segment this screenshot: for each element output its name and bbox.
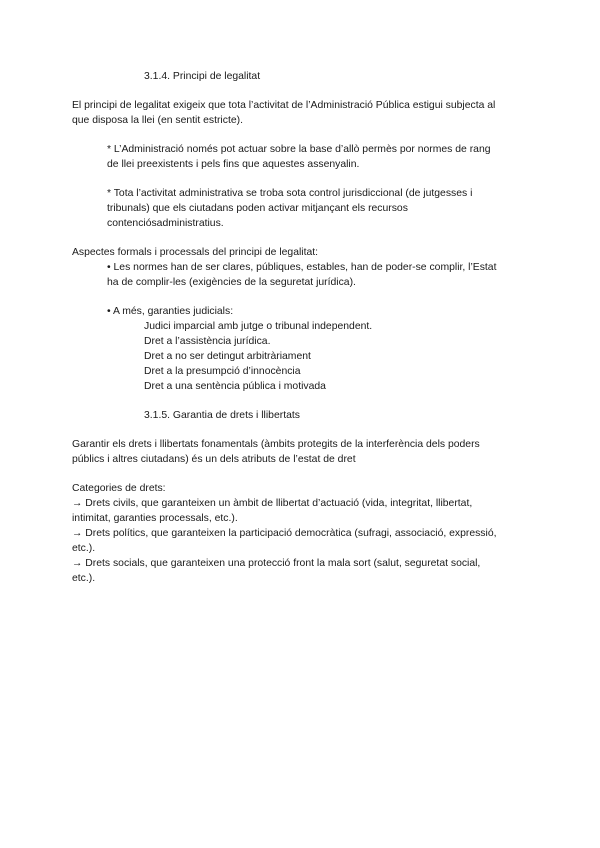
section-heading-rights: 3.1.5. Garantia de drets i llibertats bbox=[144, 410, 300, 421]
legality-intro-line-1: El principi de legalitat exigeix que tota l’activitat de l’Administració Pública estigui subjecta al bbox=[72, 100, 496, 111]
judicial-guarantee-item: Dret a l’assistència jurídica. bbox=[144, 336, 271, 347]
judicial-guarantee-item: Dret a una sentència pública i motivada bbox=[144, 381, 326, 392]
legality-point-2-line-2: tribunals) que els ciutadans poden activar mitjançant els recursos bbox=[107, 203, 408, 214]
judicial-guarantee-item: Judici imparcial amb jutge o tribunal independent. bbox=[144, 321, 373, 332]
norms-bullet-line-2: ha de complir-les (exigències de la seguretat jurídica). bbox=[107, 277, 356, 288]
legality-point-1-line-1: * L’Administració només pot actuar sobre la base d’allò permès por normes de rang bbox=[107, 144, 491, 155]
categories-title: Categories de drets: bbox=[72, 483, 166, 494]
judicial-bullet: • A més, garanties judicials: bbox=[107, 306, 234, 317]
category-line: etc.). bbox=[72, 573, 96, 584]
legality-point-2-line-3: contenciósadministratius. bbox=[107, 218, 224, 229]
section-heading-legality: 3.1.4. Principi de legalitat bbox=[144, 71, 261, 82]
rights-intro-line-1: Garantir els drets i llibertats fonamentals (àmbits protegits de la interferència dels poders bbox=[72, 439, 480, 450]
category-line: → Drets polítics, que garanteixen la participació democràtica (sufragi, associació, expressió, bbox=[72, 528, 497, 539]
aspects-title: Aspectes formals i processals del principi de legalitat: bbox=[72, 247, 319, 258]
judicial-guarantee-item: Dret a no ser detingut arbitràriament bbox=[144, 351, 311, 362]
judicial-guarantee-item: Dret a la presumpció d’innocència bbox=[144, 366, 301, 377]
norms-bullet-line-1: • Les normes han de ser clares, públiques, estables, han de poder-se complir, l’Estat bbox=[107, 262, 497, 273]
legality-intro-line-2: que disposa la llei (en sentit estricte). bbox=[72, 115, 243, 126]
legality-point-2-line-1: * Tota l’activitat administrativa se troba sota control jurisdiccional (de jutgesses i bbox=[107, 188, 473, 199]
rights-intro-line-2: públics i altres ciutadans) és un dels atributs de l’estat de dret bbox=[72, 454, 356, 465]
category-line: intimitat, garanties processals, etc.). bbox=[72, 513, 238, 524]
category-line: etc.). bbox=[72, 543, 96, 554]
legality-point-1-line-2: de llei preexistents i pels fins que aquestes assenyalin. bbox=[107, 159, 360, 170]
category-line: → Drets civils, que garanteixen un àmbit de llibertat d’actuació (vida, integritat, llibertat, bbox=[72, 498, 473, 509]
category-line: → Drets socials, que garanteixen una protecció front la mala sort (salut, seguretat social, bbox=[72, 558, 481, 569]
